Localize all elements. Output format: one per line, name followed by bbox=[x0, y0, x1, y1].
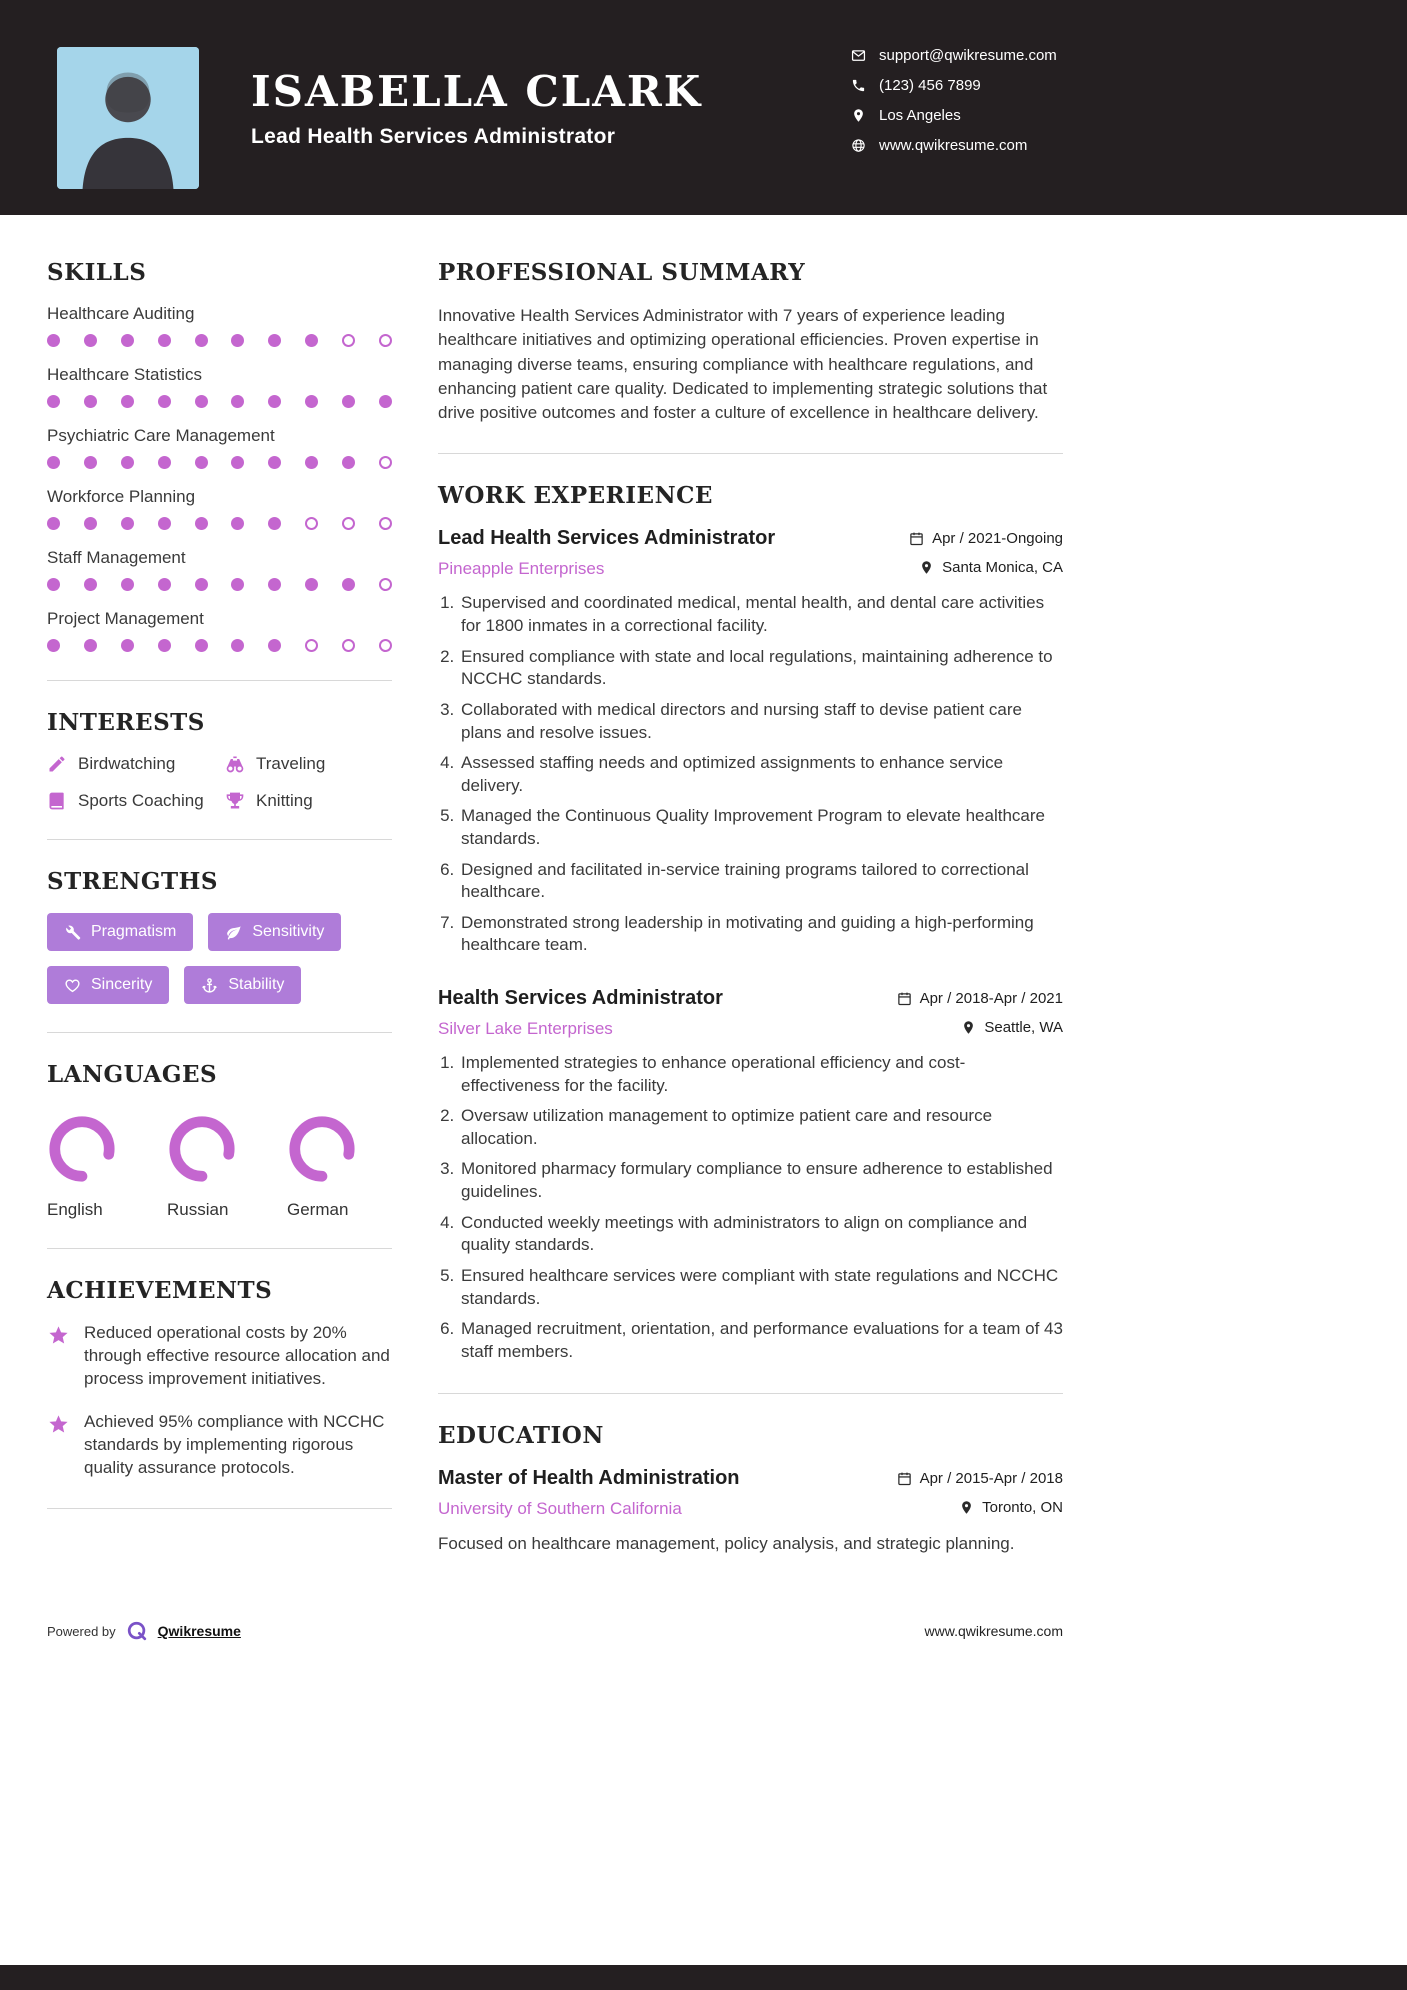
skill-rating-dots bbox=[47, 639, 392, 652]
rating-dot bbox=[84, 334, 97, 347]
rating-dot bbox=[268, 395, 281, 408]
skill-label: Workforce Planning bbox=[47, 487, 196, 506]
skill-item bbox=[47, 304, 392, 347]
calendar-icon bbox=[897, 1471, 912, 1486]
rating-dot bbox=[47, 578, 60, 591]
content-columns bbox=[0, 215, 1407, 1586]
summary-heading: PROFESSIONAL SUMMARY bbox=[438, 259, 806, 286]
language-label: English bbox=[47, 1200, 103, 1219]
rating-dot bbox=[379, 578, 392, 591]
rating-dot bbox=[158, 395, 171, 408]
rating-dot bbox=[379, 456, 392, 469]
strength-pill bbox=[184, 966, 301, 1004]
job-bullet: 3. Collaborated with medical directors and nursing staff to devise patient care plans and resolve issues. bbox=[459, 699, 1063, 744]
rating-dot bbox=[342, 639, 355, 652]
rating-dot bbox=[305, 639, 318, 652]
rating-dot bbox=[47, 456, 60, 469]
rating-dot bbox=[121, 639, 134, 652]
language-arc bbox=[47, 1114, 117, 1184]
strength-label: Pragmatism bbox=[91, 923, 177, 940]
work-experience-heading: WORK EXPERIENCE bbox=[438, 482, 713, 510]
rating-dot bbox=[158, 456, 171, 469]
education-section bbox=[438, 1422, 1063, 1556]
rating-dot bbox=[231, 639, 244, 652]
strengths-heading: STRENGTHS bbox=[47, 868, 218, 895]
achievement-item bbox=[47, 1322, 392, 1391]
rating-dot bbox=[84, 395, 97, 408]
footer bbox=[0, 1586, 1407, 1642]
rating-dot bbox=[158, 578, 171, 591]
job-dates bbox=[909, 530, 1063, 547]
person-silhouette bbox=[57, 47, 199, 189]
rating-dot bbox=[195, 334, 208, 347]
language-arc bbox=[167, 1114, 237, 1184]
rating-dot bbox=[379, 395, 392, 408]
contact-list bbox=[851, 47, 1063, 154]
rating-dot bbox=[231, 578, 244, 591]
language-item bbox=[47, 1114, 117, 1220]
education-heading: EDUCATION bbox=[438, 1422, 604, 1450]
star-icon bbox=[47, 1413, 70, 1436]
skill-rating-dots bbox=[47, 578, 392, 591]
contact-item[interactable] bbox=[851, 77, 1063, 94]
rating-dot bbox=[195, 578, 208, 591]
job-bullets bbox=[459, 592, 1063, 957]
interests-section bbox=[47, 709, 392, 811]
rating-dot bbox=[305, 578, 318, 591]
contact-text: (123) 456 7899 bbox=[879, 77, 981, 94]
job-bullet: 7. Demonstrated strong leadership in motivating and guiding a high-performing healthcare team. bbox=[459, 912, 1063, 957]
languages-list bbox=[47, 1106, 392, 1220]
divider bbox=[438, 1393, 1063, 1394]
achievements-heading: ACHIEVEMENTS bbox=[47, 1277, 273, 1304]
job-bullet: 2. Ensured compliance with state and local regulations, maintaining adherence to NCCHC standards. bbox=[459, 646, 1063, 691]
skill-label: Healthcare Auditing bbox=[47, 304, 195, 323]
achievements-list bbox=[47, 1322, 392, 1480]
interest-item bbox=[47, 791, 225, 811]
job-bullet: 6. Designed and facilitated in-service training programs tailored to correctional healthcare. bbox=[459, 859, 1063, 904]
language-item bbox=[287, 1114, 357, 1220]
job-bullet: 3. Monitored pharmacy formulary compliance to ensure adherence to established guidelines. bbox=[459, 1158, 1063, 1203]
rating-dot bbox=[84, 639, 97, 652]
calendar-icon bbox=[909, 531, 924, 546]
skill-label: Healthcare Statistics bbox=[47, 365, 202, 384]
job-header bbox=[438, 527, 1063, 550]
strength-pill bbox=[208, 913, 341, 951]
job-dates-text: Apr / 2021-Ongoing bbox=[932, 530, 1063, 548]
language-arc bbox=[287, 1114, 357, 1184]
leaf-icon bbox=[225, 924, 242, 941]
education-dates bbox=[897, 1470, 1063, 1487]
rating-dot bbox=[121, 517, 134, 530]
languages-section bbox=[47, 1061, 392, 1220]
interest-item bbox=[47, 754, 225, 774]
anchor-icon bbox=[201, 977, 218, 994]
interest-label: Sports Coaching bbox=[78, 791, 204, 810]
achievement-text: Reduced operational costs by 20% through effective resource allocation and process improvement initiatives. bbox=[84, 1323, 390, 1388]
languages-heading: LANGUAGES bbox=[47, 1061, 218, 1088]
calendar-icon bbox=[897, 991, 912, 1006]
header-identity bbox=[251, 69, 702, 149]
rating-dot bbox=[342, 456, 355, 469]
rating-dot bbox=[47, 395, 60, 408]
rating-dot bbox=[121, 456, 134, 469]
job-subheader bbox=[438, 1019, 1063, 1039]
job-bullet: 1. Supervised and coordinated medical, mental health, and dental care activities for 1800 inmates in a correctional facility. bbox=[459, 592, 1063, 637]
rating-dot bbox=[47, 334, 60, 347]
rating-dot bbox=[121, 334, 134, 347]
rating-dot bbox=[305, 395, 318, 408]
education-school: University of Southern California bbox=[438, 1499, 682, 1519]
location-icon bbox=[961, 1020, 976, 1035]
skill-label: Psychiatric Care Management bbox=[47, 426, 275, 445]
language-label: German bbox=[287, 1200, 349, 1219]
rating-dot bbox=[84, 578, 97, 591]
divider bbox=[438, 453, 1063, 454]
rating-dot bbox=[268, 639, 281, 652]
work-experience-section bbox=[438, 482, 1063, 1363]
rating-dot bbox=[195, 517, 208, 530]
skills-section bbox=[47, 259, 392, 652]
skill-item bbox=[47, 548, 392, 591]
contact-text: support@qwikresume.com bbox=[879, 47, 1057, 64]
contact-item[interactable] bbox=[851, 47, 1063, 64]
interests-grid bbox=[47, 754, 392, 811]
rating-dot bbox=[379, 639, 392, 652]
rating-dot bbox=[47, 639, 60, 652]
skill-label: Project Management bbox=[47, 609, 204, 628]
interests-heading: INTERESTS bbox=[47, 709, 205, 736]
interest-label: Traveling bbox=[256, 754, 326, 773]
rating-dot bbox=[47, 517, 60, 530]
rating-dot bbox=[231, 517, 244, 530]
binoculars-icon bbox=[225, 754, 245, 774]
education-entry bbox=[438, 1467, 1063, 1556]
rating-dot bbox=[231, 395, 244, 408]
interest-item bbox=[225, 754, 392, 774]
education-subheader bbox=[438, 1499, 1063, 1519]
powered-by-label: Powered by bbox=[47, 1623, 116, 1639]
strength-pill bbox=[47, 966, 169, 1004]
powered-by bbox=[47, 1620, 241, 1642]
trophy-icon bbox=[225, 791, 245, 811]
candidate-title: Lead Health Services Administrator bbox=[251, 125, 616, 149]
skill-item bbox=[47, 487, 392, 530]
rating-dot bbox=[121, 578, 134, 591]
skill-rating-dots bbox=[47, 456, 392, 469]
email-icon bbox=[851, 48, 866, 63]
heart-icon bbox=[64, 977, 81, 994]
rating-dot bbox=[268, 578, 281, 591]
company-name: Pineapple Enterprises bbox=[438, 559, 605, 579]
rating-dot bbox=[379, 517, 392, 530]
education-dates-text: Apr / 2015-Apr / 2018 bbox=[919, 1470, 1063, 1488]
left-column bbox=[47, 259, 392, 1586]
job-bullet: 4. Assessed staffing needs and optimized assignments to enhance service delivery. bbox=[459, 752, 1063, 797]
job-bullet: 6. Managed recruitment, orientation, and performance evaluations for a team of 43 staff members. bbox=[459, 1318, 1063, 1363]
contact-text: www.qwikresume.com bbox=[879, 137, 1028, 154]
job-location-text: Santa Monica, CA bbox=[942, 559, 1063, 577]
header bbox=[0, 0, 1407, 215]
contact-item bbox=[851, 107, 1063, 124]
strength-label: Sensitivity bbox=[252, 923, 325, 940]
achievements-section bbox=[47, 1277, 392, 1480]
job-bullet: 5. Managed the Continuous Quality Improvement Program to elevate healthcare standards. bbox=[459, 805, 1063, 850]
rating-dot bbox=[305, 334, 318, 347]
education-location bbox=[959, 1499, 1063, 1516]
summary-section bbox=[438, 259, 1063, 425]
skill-item bbox=[47, 365, 392, 408]
job-bullet: 5. Ensured healthcare services were compliant with state regulations and NCCHC standards. bbox=[459, 1265, 1063, 1310]
job-location bbox=[919, 559, 1063, 576]
achievement-item bbox=[47, 1411, 392, 1480]
interest-label: Knitting bbox=[256, 791, 313, 810]
skills-list bbox=[47, 304, 392, 652]
rating-dot bbox=[84, 456, 97, 469]
rating-dot bbox=[158, 639, 171, 652]
rating-dot bbox=[195, 395, 208, 408]
strengths-section bbox=[47, 868, 392, 1004]
education-description: Focused on healthcare management, policy analysis, and strategic planning. bbox=[438, 1534, 1015, 1554]
strength-label: Stability bbox=[228, 976, 285, 993]
rating-dot bbox=[195, 456, 208, 469]
job-entry bbox=[438, 527, 1063, 957]
rating-dot bbox=[342, 334, 355, 347]
phone-icon bbox=[851, 78, 866, 93]
job-header bbox=[438, 987, 1063, 1010]
skill-rating-dots bbox=[47, 395, 392, 408]
divider bbox=[47, 1032, 392, 1033]
location-pin-icon bbox=[959, 1500, 974, 1515]
wrench-icon bbox=[64, 924, 81, 941]
job-bullet: 2. Oversaw utilization management to optimize patient care and resource allocation. bbox=[459, 1105, 1063, 1150]
strength-pill bbox=[47, 913, 193, 951]
job-title: Health Services Administrator bbox=[438, 987, 723, 1010]
rating-dot bbox=[268, 517, 281, 530]
rating-dot bbox=[305, 517, 318, 530]
rating-dot bbox=[342, 395, 355, 408]
job-bullet: 4. Conducted weekly meetings with administrators to align on compliance and quality standards. bbox=[459, 1212, 1063, 1257]
skill-item bbox=[47, 426, 392, 469]
footer-website: www.qwikresume.com bbox=[924, 1623, 1063, 1640]
rating-dot bbox=[342, 517, 355, 530]
rating-dot bbox=[121, 395, 134, 408]
job-title: Lead Health Services Administrator bbox=[438, 527, 776, 550]
education-header bbox=[438, 1467, 1063, 1490]
language-label: Russian bbox=[167, 1200, 229, 1219]
book-icon bbox=[47, 791, 67, 811]
skill-rating-dots bbox=[47, 517, 392, 530]
rating-dot bbox=[305, 456, 318, 469]
divider bbox=[47, 1508, 392, 1509]
company-name: Silver Lake Enterprises bbox=[438, 1019, 613, 1039]
job-bullets bbox=[459, 1052, 1063, 1363]
skills-heading: SKILLS bbox=[47, 259, 147, 286]
achievement-text: Achieved 95% compliance with NCCHC standards by implementing rigorous quality assurance protocols. bbox=[84, 1411, 385, 1477]
rating-dot bbox=[342, 578, 355, 591]
job-entry bbox=[438, 987, 1063, 1363]
jobs-list bbox=[438, 527, 1063, 1363]
rating-dot bbox=[158, 517, 171, 530]
divider bbox=[47, 839, 392, 840]
job-subheader bbox=[438, 559, 1063, 579]
job-bullet: 1. Implemented strategies to enhance operational efficiency and cost-effectiveness for the facility. bbox=[459, 1052, 1063, 1097]
skill-rating-dots bbox=[47, 334, 392, 347]
rating-dot bbox=[231, 334, 244, 347]
skill-item bbox=[47, 609, 392, 652]
strengths-pills bbox=[47, 913, 392, 1004]
pen-icon bbox=[47, 754, 67, 774]
interest-item bbox=[225, 791, 392, 811]
bottom-bar bbox=[0, 1965, 1407, 1990]
candidate-name: ISABELLA CLARK bbox=[251, 67, 703, 116]
globe-icon bbox=[851, 138, 866, 153]
strength-label: Sincerity bbox=[91, 976, 153, 993]
job-location-text: Seattle, WA bbox=[984, 1019, 1063, 1037]
rating-dot bbox=[231, 456, 244, 469]
star-icon bbox=[47, 1324, 70, 1347]
degree-title: Master of Health Administration bbox=[438, 1467, 740, 1490]
job-location bbox=[961, 1019, 1063, 1036]
job-dates-text: Apr / 2018-Apr / 2021 bbox=[919, 990, 1063, 1008]
rating-dot bbox=[268, 456, 281, 469]
education-location-text: Toronto, ON bbox=[982, 1499, 1063, 1517]
skill-label: Staff Management bbox=[47, 548, 186, 567]
rating-dot bbox=[195, 639, 208, 652]
profile-photo bbox=[57, 47, 199, 189]
divider bbox=[47, 680, 392, 681]
job-dates bbox=[897, 990, 1063, 1007]
rating-dot bbox=[84, 517, 97, 530]
rating-dot bbox=[158, 334, 171, 347]
location-icon bbox=[851, 108, 866, 123]
contact-text: Los Angeles bbox=[879, 107, 961, 124]
location-icon bbox=[919, 560, 934, 575]
qwikresume-logo-icon bbox=[126, 1620, 148, 1642]
summary-text: Innovative Health Services Administrator with 7 years of experience leading healthcare initiatives and optimizing operational efficiencies. Proven expertise in managing diverse teams, ensuring compliance with healthcare regulations, and enhancing patient care quality. Dedicated to implementing strategic solutions that drive positive outcomes and foster a culture of excellence in healthcare delivery. bbox=[438, 306, 1048, 423]
rating-dot bbox=[379, 334, 392, 347]
qwikresume-brand-link[interactable]: Qwikresume bbox=[157, 1623, 241, 1640]
divider bbox=[47, 1248, 392, 1249]
language-item bbox=[167, 1114, 237, 1220]
contact-item[interactable] bbox=[851, 137, 1063, 154]
interest-label: Birdwatching bbox=[78, 754, 176, 773]
right-column bbox=[438, 259, 1063, 1586]
rating-dot bbox=[268, 334, 281, 347]
